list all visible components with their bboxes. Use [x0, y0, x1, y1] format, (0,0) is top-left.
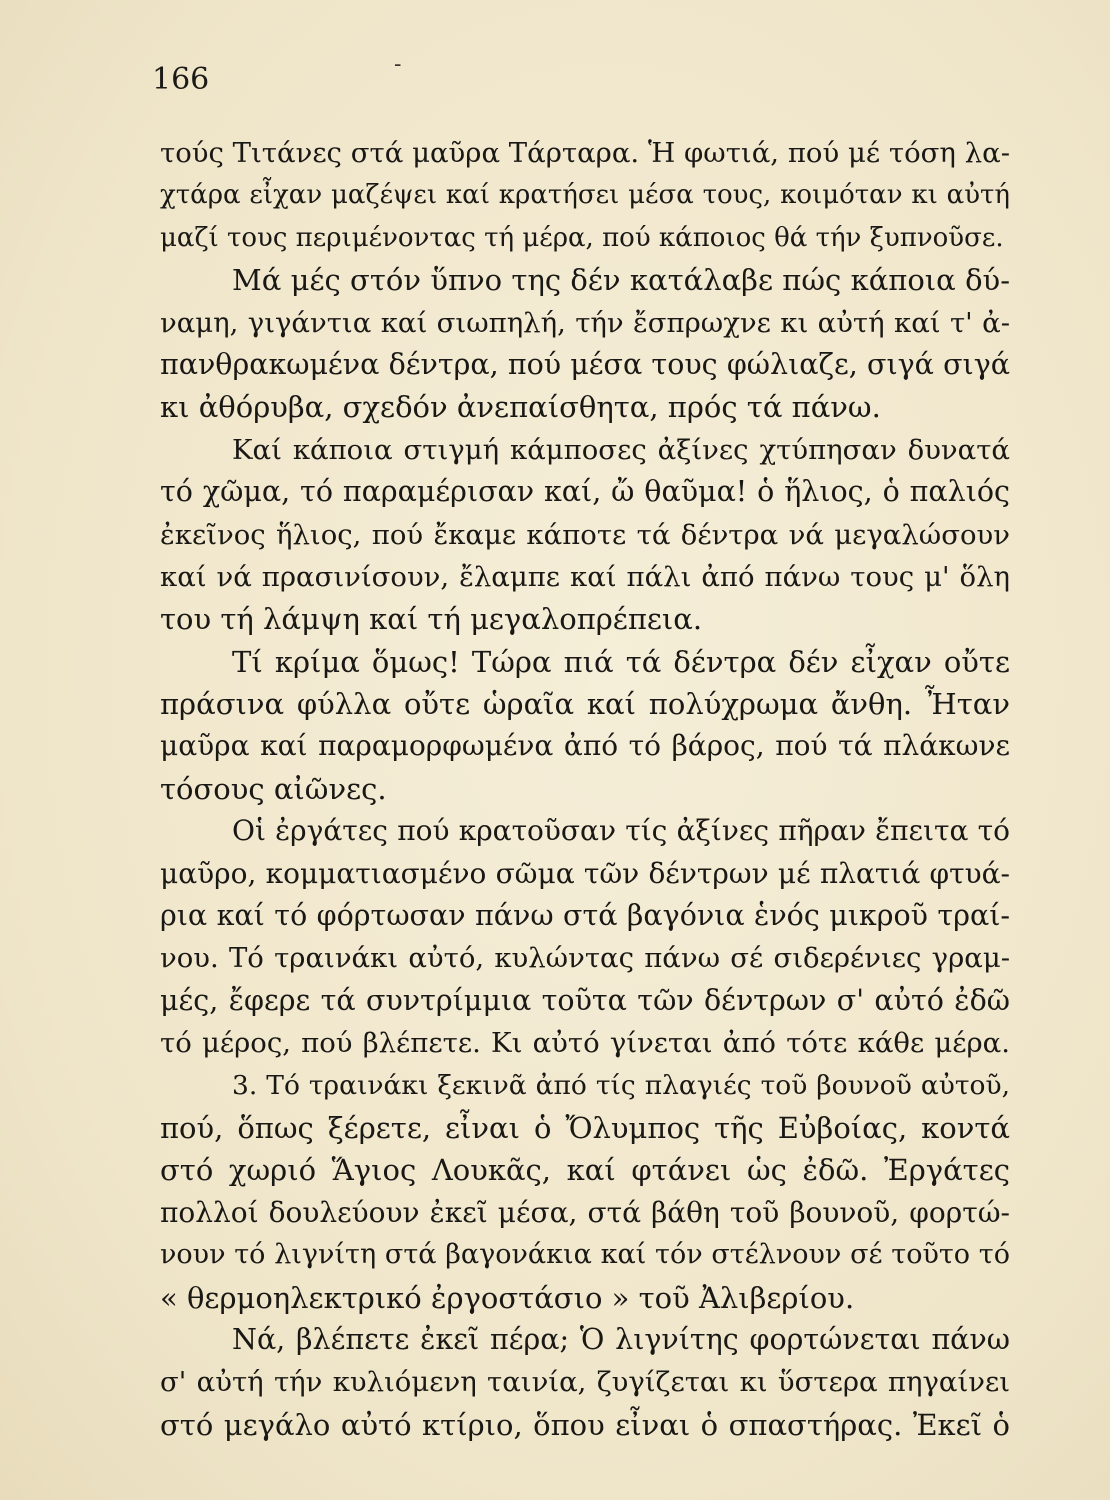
text-line: Μά μές στόν ὕπνο της δέν κατάλαβε πώς κάποια δύ-: [232, 263, 1010, 298]
top-mark: -: [394, 52, 402, 77]
text-line: πολλοί δουλεύουν ἐκεῖ μέσα, στά βάθη τοῦ βουνοῦ, φορτώ-: [160, 1195, 1010, 1229]
text-line: Καί κάποια στιγμή κάμποσες ἀξίνες χτύπησαν δυνατά: [232, 433, 1010, 466]
text-line: μαῦρα καί παραμορφωμένα ἀπό τό βάρος, πού τά πλάκωνε: [160, 729, 1010, 763]
text-line: πού, ὅπως ξέρετε, εἶναι ὁ Ὄλυμπος τῆς Εὐβοίας, κοντά: [160, 1110, 1010, 1145]
text-line: τούς Τιτάνες στά μαῦρα Τάρταρα. Ἡ φωτιά, πού μέ τόση λα-: [160, 137, 1010, 169]
text-line: του τή λάμψη καί τή μεγαλοπρέπεια.: [160, 602, 703, 637]
text-line: πανθρακωμένα δέντρα, πού μέσα τους φώλιαζε, σιγά σιγά: [160, 347, 1010, 381]
text-line: σ' αὐτή τήν κυλιόμενη ταινία, ζυγίζεται κι ὕστερα πηγαίνει: [160, 1366, 1010, 1399]
text-line: πράσινα φύλλα οὔτε ὡραῖα καί πολύχρωμα ἄνθη. Ἦταν: [160, 687, 1010, 722]
text-line: μαῦρο, κομματιασμένο σῶμα τῶν δέντρων μέ πλατιά φτυά-: [160, 856, 1010, 890]
text-line: τό χῶμα, τό παραμέρισαν καί, ὤ θαῦμα! ὁ ἥλιος, ὁ παλιός: [160, 475, 1010, 509]
text-line: χτάρα εἶχαν μαζέψει καί κρατήσει μέσα τους, κοιμόταν κι αὐτή: [160, 180, 1010, 211]
text-line: Νά, βλέπετε ἐκεῖ πέρα; Ὁ λιγνίτης φορτώνεται πάνω: [232, 1322, 1010, 1356]
text-line: ἐκεῖνος ἥλιος, πού ἔκαμε κάποτε τά δέντρα νά μεγαλώσουν: [160, 518, 1010, 551]
text-line: καί νά πρασινίσουν, ἔλαμπε καί πάλι ἀπό πάνω τους μ' ὅλη: [160, 560, 1010, 593]
text-line: « θερμοηλεκτρικό ἐργοστάσιο » τοῦ Ἀλιβερίου.: [160, 1280, 855, 1315]
text-line: νου. Τό τραινάκι αὐτό, κυλώντας πάνω σέ σιδερένιες γραμ-: [160, 942, 1010, 975]
text-line: τό μέρος, πού βλέπετε. Κι αὐτό γίνεται ἀπό τότε κάθε μέρα.: [160, 1027, 1010, 1060]
text-line: κι ἀθόρυβα, σχεδόν ἀνεπαίσθητα, πρός τά πάνω.: [160, 390, 881, 425]
page-number: 166: [152, 62, 210, 97]
text-line: μές, ἔφερε τά συντρίμμια τοῦτα τῶν δέντρων σ' αὐτό ἐδῶ: [160, 983, 1010, 1017]
text-line: ρια καί τό φόρτωσαν πάνω στά βαγόνια ἑνός μικροῦ τραί-: [160, 899, 1010, 933]
text-line: νουν τό λιγνίτη στά βαγονάκια καί τόν στέλνουν σέ τοῦτο τό: [160, 1239, 1010, 1271]
text-line: στό χωριό Ἅγιος Λουκᾶς, καί φτάνει ὡς ἐδῶ. Ἐργάτες: [160, 1153, 1010, 1188]
text-line: Τί κρίμα ὅμως! Τώρα πιά τά δέντρα δέν εἶχαν οὔτε: [232, 644, 1010, 679]
text-line: στό μεγάλο αὐτό κτίριο, ὅπου εἶναι ὁ σπαστήρας. Ἐκεῖ ὁ: [160, 1407, 1010, 1442]
body-text: [160, 132, 1010, 1446]
text-line: ναμη, γιγάντια καί σιωπηλή, τήν ἔσπρωχνε κι αὐτή καί τ' ἀ-: [160, 306, 1010, 339]
text-line: Οἱ ἐργάτες πού κρατοῦσαν τίς ἀξίνες πῆραν ἔπειτα τό: [232, 814, 1010, 848]
text-line: τόσους αἰῶνες.: [160, 771, 387, 806]
text-line: μαζί τους περιμένοντας τή μέρα, πού κάποιος θά τήν ξυπνοῦσε.: [160, 222, 1004, 253]
text-line: 3. Τό τραινάκι ξεκινᾶ ἀπό τίς πλαγιές τοῦ βουνοῦ αὐτοῦ,: [232, 1069, 1010, 1101]
